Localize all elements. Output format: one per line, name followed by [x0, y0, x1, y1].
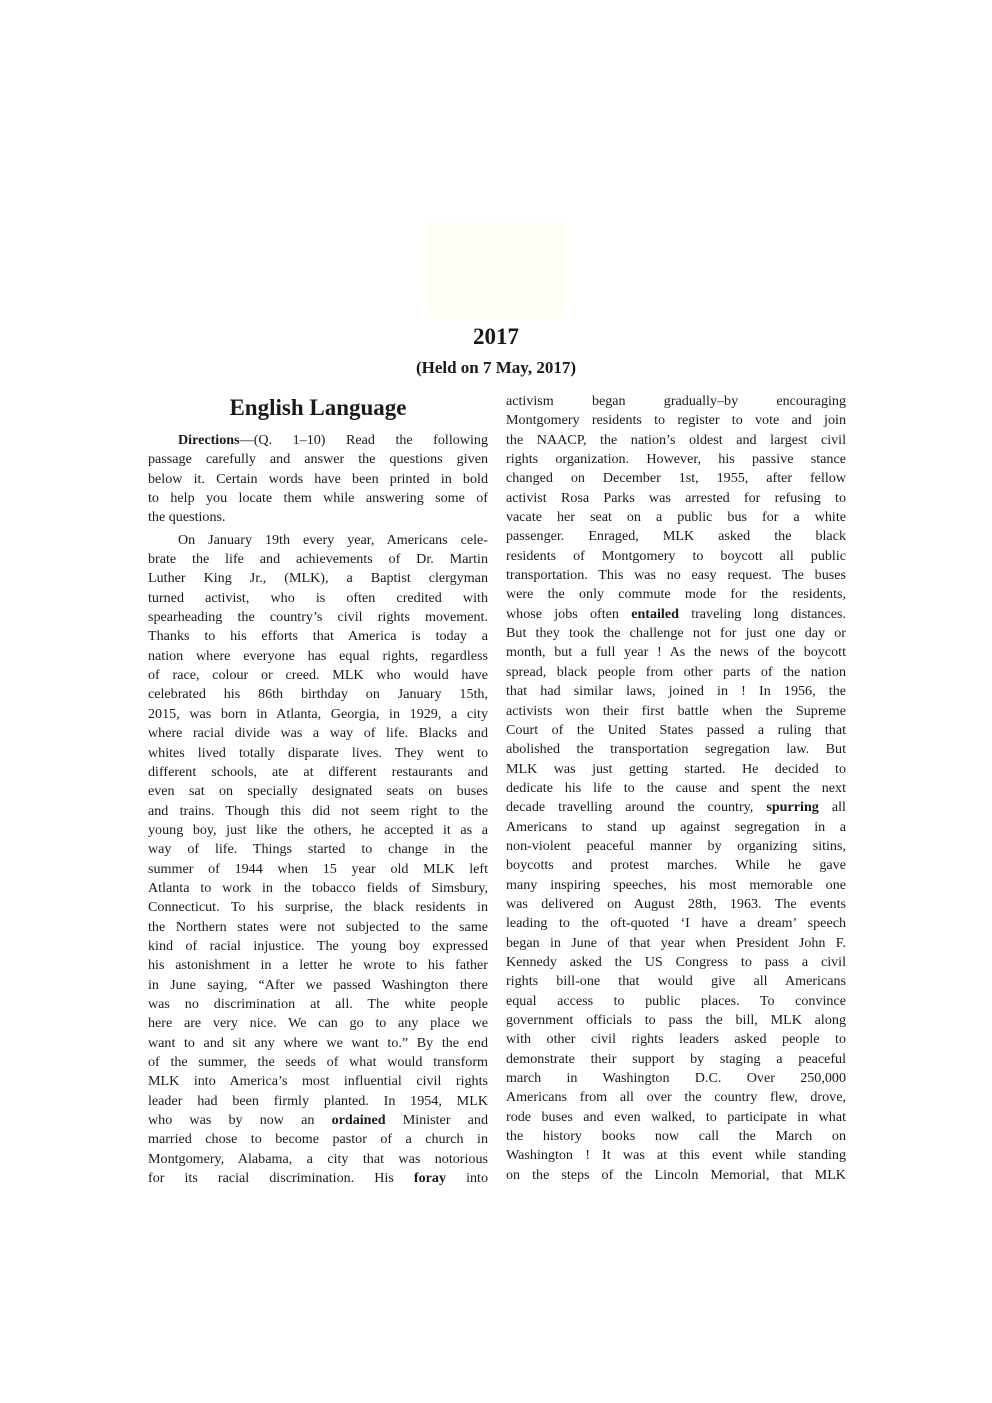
directions-label: Directions: [178, 432, 240, 448]
passage-line: activism began gradually–by encouraging: [506, 393, 846, 409]
passage-right-a: [506, 392, 846, 605]
passage-line: On January 19th every year, Americans cele-: [178, 531, 488, 548]
passage-line: Court of the United States passed a ruling that: [506, 721, 846, 738]
passage-line: of the summer, the seeds of what would transform: [148, 1054, 488, 1070]
passage-line: here are very nice. We can go to any place we: [148, 1015, 488, 1032]
bold-word-ordained: ordained: [331, 1112, 386, 1129]
passage-line: the NAACP, the nation’s oldest and largest civil: [506, 431, 846, 448]
passage-line: leader had been firmly planted. In 1954, MLK: [148, 1092, 488, 1109]
passage-line: for its racial discrimination. His foray into: [148, 1170, 488, 1187]
passage-line: MLK into America’s most influential civil rights: [148, 1073, 488, 1090]
passage-line: whites lived totally disparate lives. They went to: [148, 744, 488, 761]
held-on-date: (Held on 7 May, 2017): [415, 358, 577, 377]
passage-line: MLK was just getting started. He decided to: [506, 760, 846, 777]
bold-word-spurring: spurring: [766, 799, 819, 816]
passage-line: spread, black people from other parts of the nation: [506, 663, 846, 680]
passage-line: whose jobs often entailed traveling long distances.: [506, 605, 846, 622]
directions-line: Directions—(Q. 1–10) Read the following: [178, 432, 488, 448]
passage-line: government officials to pass the bill, MLK along: [506, 1012, 846, 1028]
passage-line: 2015, was born in Atlanta, Georgia, in 1929, a city: [148, 705, 488, 722]
passage-line: married chose to become pastor of a church in: [148, 1131, 488, 1148]
passage-line: many inspiring speeches, his most memorable one: [506, 876, 846, 893]
passage-line: nation where everyone has equal rights, regardless: [148, 647, 488, 664]
passage-line: summer of 1944 when 15 year old MLK left: [148, 860, 488, 877]
passage-line: rights organization. However, his passive stance: [506, 451, 846, 468]
passage-line: But they took the challenge not for just one day or: [506, 625, 846, 642]
directions-line: the questions.: [148, 509, 226, 526]
passage-line: non-violent peaceful manner by organizing sitins,: [506, 837, 846, 854]
passage-line: transportation. This was no easy request. The buses: [506, 567, 846, 584]
passage-line: equal access to public places. To convince: [506, 992, 846, 1009]
passage-line: even sat on specially designated seats on buses: [148, 783, 488, 800]
passage-line: the Northern states were not subjected to the same: [148, 918, 488, 935]
passage-right-b: [506, 624, 846, 798]
passage-line: activists won their first battle when the Supreme: [506, 702, 846, 719]
passage-line: residents of Montgomery to boycott all public: [506, 547, 846, 564]
passage-line: Americans to stand up against segregation in a: [506, 818, 846, 835]
passage-line: on the steps of the Lincoln Memorial, that MLK: [506, 1166, 846, 1183]
passage-left: [148, 531, 488, 1111]
passage-line: Kennedy asked the US Congress to pass a civil: [506, 953, 846, 970]
passage-line: demonstrate their support by staging a peaceful: [506, 1050, 846, 1067]
passage-line: began in June of that year when President John F.: [506, 934, 846, 951]
left-column: [148, 392, 488, 1188]
passage-line: the history books now call the March on: [506, 1128, 846, 1145]
passage-line: Montgomery residents to register to vote and join: [506, 412, 846, 429]
passage-line: leading to the oft-quoted ‘I have a dream’ speech: [506, 915, 846, 932]
passage-line: Thanks to his efforts that America is today a: [148, 628, 488, 645]
blank-placeholder-box: [428, 222, 564, 318]
passage-line: month, but a full year ! As the news of the boycott: [506, 644, 846, 661]
passage-line: passenger. Enraged, MLK asked the black: [506, 528, 846, 545]
passage-line: was delivered on August 28th, 1963. The events: [506, 895, 846, 912]
bold-word-entailed: entailed: [631, 605, 679, 622]
passage-line: Montgomery, Alabama, a city that was notorious: [148, 1150, 488, 1167]
passage-line: and trains. Though this did not seem right to the: [148, 802, 488, 819]
passage-line: Atlanta to work in the tobacco fields of Simsbury,: [148, 879, 488, 896]
directions-line: to help you locate them while answering some of: [148, 490, 488, 507]
passage-line: changed on December 1st, 1955, after fellow: [506, 470, 846, 487]
passage-line: decade travelling around the country, spurring all: [506, 799, 846, 816]
directions-block: [148, 431, 488, 528]
passage-line: Americans from all over the country flew, drove,: [506, 1089, 846, 1106]
passage-line: activist Rosa Parks was arrested for refusing to: [506, 489, 846, 506]
passage-line: his astonishment in a letter he wrote to his father: [148, 957, 488, 974]
passage-line: that had similar laws, joined in ! In 1956, the: [506, 683, 846, 700]
exam-year: 2017: [473, 324, 519, 349]
passage-line: with other civil rights leaders asked people to: [506, 1031, 846, 1048]
passage-line: Connecticut. To his surprise, the black residents in: [148, 899, 488, 916]
passage-line: want to and sit any where we want to.” By the end: [148, 1034, 488, 1051]
passage-line: of race, colour or creed. MLK who would have: [148, 667, 488, 684]
passage-line: vacate her seat on a public bus for a white: [506, 509, 846, 526]
passage-line: celebrated his 86th birthday on January 15th,: [148, 686, 488, 703]
passage-line: rode buses and even walked, to participate in what: [506, 1108, 846, 1125]
section-title: English Language: [229, 395, 407, 420]
passage-line: young boy, just like the others, he accepted it as a: [148, 821, 488, 838]
passage-line: rights bill-one that would give all Americans: [506, 973, 846, 990]
directions-line: below it. Certain words have been printed in bold: [148, 470, 488, 487]
passage-line: spearheading the country’s civil rights movement.: [148, 609, 488, 626]
passage-line: was no discrimination at all. The white people: [148, 995, 488, 1012]
passage-line: brate the life and achievements of Dr. Martin: [148, 551, 488, 568]
passage-line: where racial divide was a way of life. Blacks and: [148, 725, 488, 742]
passage-line: who was by now an ordained Minister and: [148, 1112, 488, 1129]
passage-line: boycotts and protest marches. While he gave: [506, 857, 846, 874]
passage-line: different schools, ate at different restaurants and: [148, 763, 488, 780]
passage-line: turned activist, who is often credited with: [148, 589, 488, 606]
passage-right-c: [506, 818, 846, 1186]
directions-line: passage carefully and answer the questions given: [148, 451, 488, 468]
right-column: [506, 392, 846, 1185]
passage-line: in June saying, “After we passed Washington there: [148, 976, 488, 993]
passage-line: march in Washington D.C. Over 250,000: [506, 1070, 846, 1087]
passage-line: Washington ! It was at this event while standing: [506, 1147, 846, 1164]
passage-line: dedicate his life to the cause and spent the next: [506, 779, 846, 796]
passage-line: kind of racial injustice. The young boy expressed: [148, 937, 488, 954]
passage-line: were the only commute mode for the residents,: [506, 586, 846, 603]
passage-line: abolished the transportation segregation law. But: [506, 741, 846, 758]
passage-line: way of life. Things started to change in the: [148, 841, 488, 858]
passage-line: Luther King Jr., (MLK), a Baptist clergyman: [148, 570, 488, 587]
bold-word-foray: foray: [413, 1170, 446, 1187]
